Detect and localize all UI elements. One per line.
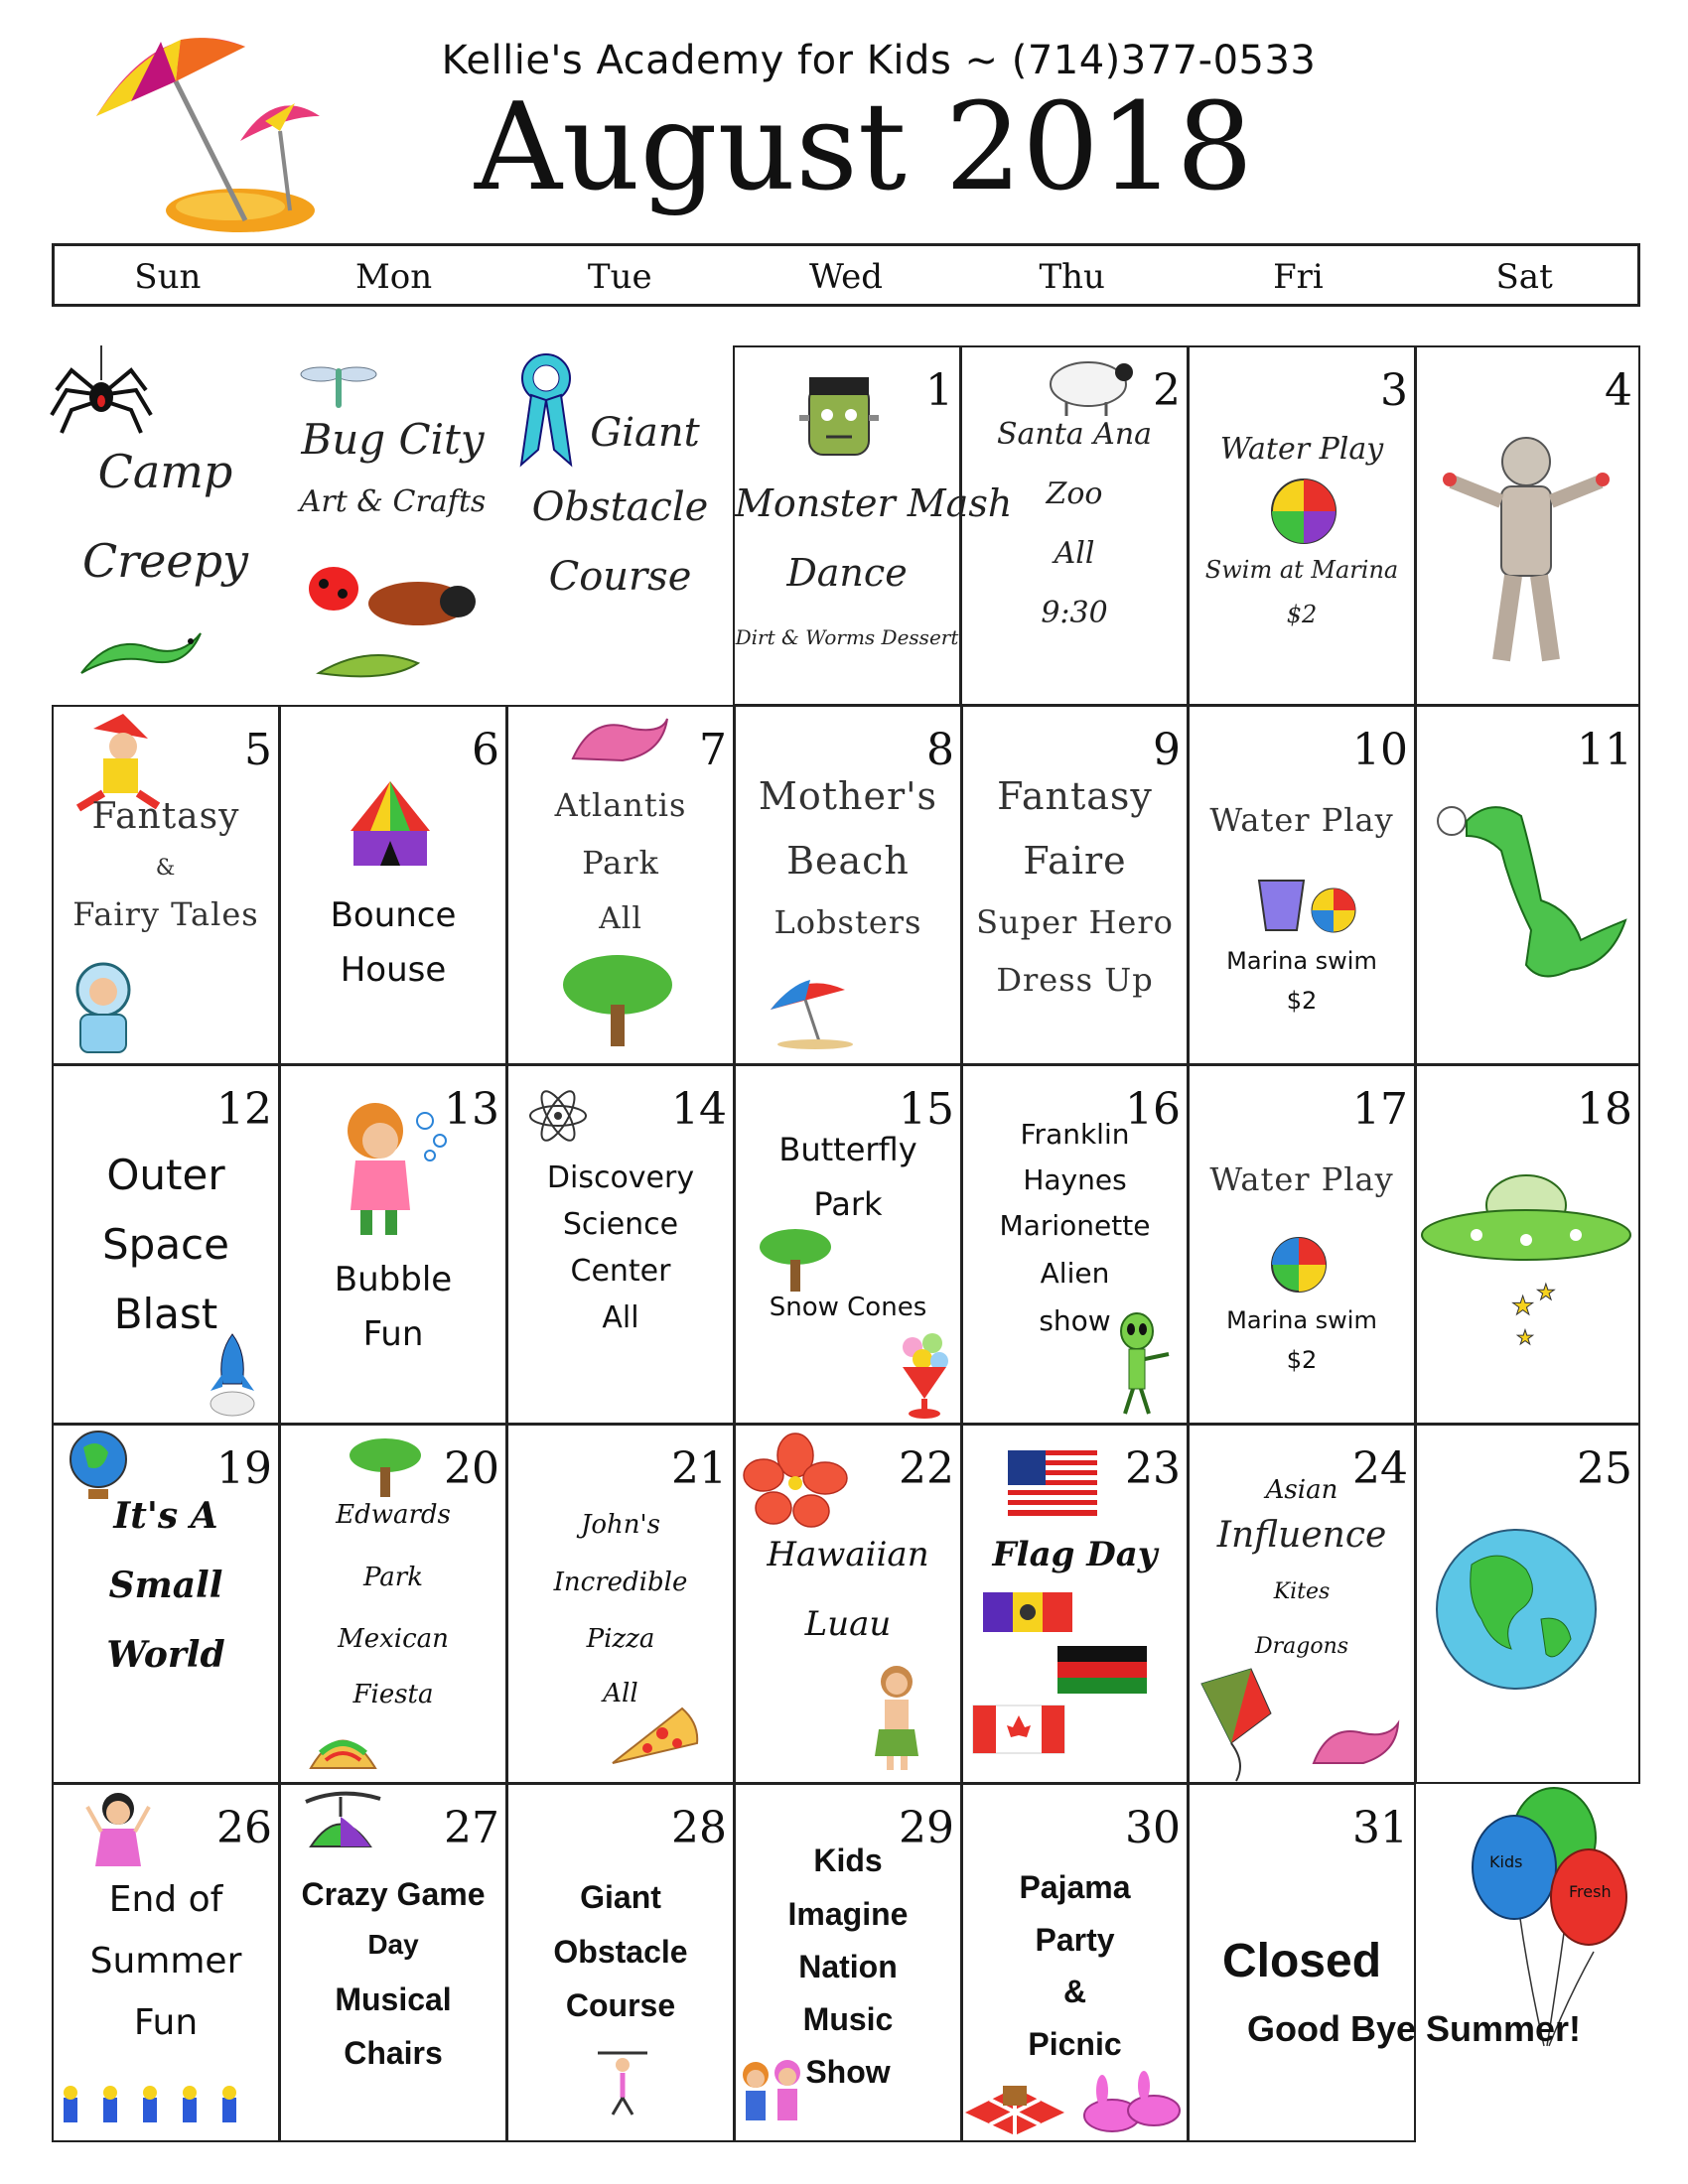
day-number: 18 bbox=[1577, 1084, 1632, 1135]
day-10-line-1: Water Play bbox=[1209, 801, 1394, 839]
day-cell-3 bbox=[1188, 345, 1416, 706]
day-6-line-2: House bbox=[340, 950, 447, 990]
day-23-line-1: Flag Day bbox=[992, 1535, 1158, 1574]
day-20-line-2: Park bbox=[362, 1563, 423, 1592]
day-27-line-2: Day bbox=[367, 1929, 419, 1960]
svg-text:★: ★ bbox=[1516, 1327, 1534, 1349]
day-8-line-1: Mother's bbox=[758, 774, 938, 818]
day-16-line-2: Haynes bbox=[1023, 1163, 1127, 1196]
day-14-line-1: Discovery bbox=[546, 1160, 695, 1195]
pre-tue-line-2: Obstacle bbox=[531, 484, 709, 530]
pre-mon-line-1: Bug City bbox=[301, 415, 485, 464]
day-31-line-1: Closed bbox=[1221, 1935, 1382, 1987]
sand-bucket-icon bbox=[1249, 866, 1358, 935]
day-cell-25 bbox=[1415, 1424, 1640, 1784]
day-number: 11 bbox=[1577, 725, 1632, 775]
day-28-line-1: Giant bbox=[580, 1879, 661, 1915]
day-15-line-3: Snow Cones bbox=[769, 1293, 927, 1322]
day-cell-22 bbox=[734, 1424, 962, 1784]
singers-icon bbox=[736, 2055, 810, 2139]
frankenstein-icon bbox=[794, 367, 884, 462]
hibiscus-icon bbox=[744, 1433, 848, 1528]
day-cell-28 bbox=[506, 1783, 735, 2142]
weekday-thu: Thu bbox=[1039, 257, 1105, 297]
day-number: 26 bbox=[216, 1803, 272, 1853]
sheep-icon bbox=[1047, 352, 1136, 417]
globe-icon bbox=[64, 1428, 133, 1502]
day-21-line-1: John's bbox=[580, 1510, 661, 1540]
day-cell-7 bbox=[506, 705, 735, 1065]
day-cell-20 bbox=[279, 1424, 507, 1784]
day-number: 15 bbox=[899, 1084, 954, 1135]
day-17-line-3: $2 bbox=[1286, 1346, 1318, 1374]
academy-subtitle: Kellie's Academy for Kids ~ (714)377-0533 bbox=[441, 38, 1317, 83]
day-cell-24 bbox=[1188, 1424, 1416, 1784]
day-27-line-3: Musical bbox=[335, 1981, 452, 2017]
day-number: 21 bbox=[671, 1443, 727, 1494]
balloons-cell bbox=[1415, 1783, 1640, 2142]
day-number: 16 bbox=[1125, 1084, 1181, 1135]
day-cell-16 bbox=[961, 1064, 1189, 1425]
day-19-line-2: Small bbox=[108, 1565, 223, 1606]
day-number: 25 bbox=[1577, 1443, 1632, 1494]
day-14-line-4: All bbox=[602, 1300, 639, 1335]
day-16-line-1: Franklin bbox=[1020, 1118, 1130, 1151]
earth-globe-icon bbox=[1432, 1525, 1601, 1694]
day-7-line-3: All bbox=[599, 901, 642, 936]
day-cell-30 bbox=[961, 1783, 1189, 2142]
day-14-line-3: Center bbox=[570, 1254, 671, 1289]
marching-band-icon bbox=[59, 2083, 272, 2132]
day-9-line-4: Dress Up bbox=[996, 961, 1154, 999]
day-24-line-1: Asian bbox=[1265, 1475, 1338, 1505]
day-cell-6 bbox=[279, 705, 507, 1065]
day-number: 4 bbox=[1605, 365, 1632, 416]
pre-mon-line-2: Art & Crafts bbox=[299, 484, 487, 519]
day-21-line-3: Pizza bbox=[586, 1624, 655, 1654]
weekday-tue: Tue bbox=[587, 257, 652, 297]
day-cell-29 bbox=[734, 1783, 962, 2142]
day-16-line-5: show bbox=[1039, 1304, 1111, 1337]
svg-text:★: ★ bbox=[1511, 1291, 1535, 1320]
day-5-line-2: & bbox=[155, 856, 177, 881]
day-number: 10 bbox=[1352, 725, 1408, 775]
day-16-line-4: Alien bbox=[1040, 1257, 1110, 1290]
day-30-line-4: Picnic bbox=[1028, 2026, 1122, 2062]
weekday-mon: Mon bbox=[354, 257, 433, 297]
weekday-wed: Wed bbox=[808, 257, 884, 297]
beach-umbrella-icon bbox=[91, 22, 320, 240]
day-2-line-4: 9:30 bbox=[1041, 596, 1108, 630]
tree-icon bbox=[346, 1435, 425, 1500]
taco-icon bbox=[306, 1718, 380, 1773]
day-number: 29 bbox=[899, 1803, 954, 1853]
day-number: 6 bbox=[472, 725, 499, 775]
pre-cell-tue bbox=[506, 345, 734, 705]
day-cell-4 bbox=[1415, 345, 1640, 706]
day-cell-26 bbox=[52, 1783, 280, 2142]
day-12-line-2: Space bbox=[102, 1220, 229, 1269]
usa-flag-icon bbox=[1008, 1450, 1097, 1516]
day-17-line-2: Marina swim bbox=[1226, 1306, 1377, 1334]
day-cell-18 bbox=[1415, 1064, 1640, 1425]
day-3-line-2: Swim at Marina bbox=[1204, 556, 1399, 584]
day-19-line-3: World bbox=[106, 1634, 225, 1676]
day-1-line-2: Dance bbox=[786, 551, 908, 595]
day-8-line-2: Beach bbox=[786, 839, 910, 883]
day-27-line-4: Chairs bbox=[344, 2035, 443, 2071]
day-cell-17 bbox=[1188, 1064, 1416, 1425]
day-24-line-2: Influence bbox=[1216, 1515, 1387, 1556]
day-29-line-5: Show bbox=[805, 2054, 891, 2090]
day-27-line-1: Crazy Game bbox=[301, 1876, 486, 1912]
dragonfly-icon bbox=[299, 360, 378, 410]
day-9-line-3: Super Hero bbox=[976, 903, 1174, 941]
day-cell-21 bbox=[506, 1424, 735, 1784]
day-19-line-1: It's A bbox=[113, 1495, 218, 1537]
ufo-icon bbox=[1417, 1156, 1635, 1374]
day-cell-10 bbox=[1188, 705, 1416, 1065]
day-cell-14 bbox=[506, 1064, 735, 1425]
day-20-line-3: Mexican bbox=[338, 1624, 449, 1654]
calendar-grid bbox=[52, 345, 1640, 2142]
propeller-hat-icon bbox=[286, 1787, 395, 1866]
day-17-line-1: Water Play bbox=[1209, 1160, 1394, 1198]
day-2-line-1: Santa Ana bbox=[996, 417, 1153, 452]
lizard-icon bbox=[71, 614, 211, 683]
day-1-line-1: Monster Mash bbox=[735, 481, 1013, 525]
day-28-line-2: Obstacle bbox=[553, 1934, 688, 1970]
green-dragon-icon bbox=[1432, 791, 1630, 990]
tree-icon bbox=[558, 950, 677, 1049]
day-cell-2 bbox=[960, 345, 1189, 706]
snow-cone-icon bbox=[895, 1329, 954, 1421]
day-10-line-2: Marina swim bbox=[1226, 947, 1377, 975]
astronaut-icon bbox=[59, 960, 148, 1064]
day-13-line-2: Fun bbox=[362, 1314, 424, 1354]
day-30-line-1: Pajama bbox=[1019, 1869, 1131, 1905]
pre-sun-line-1: Camp bbox=[97, 445, 233, 498]
day-cell-9 bbox=[961, 705, 1189, 1065]
day-24-line-3: Kites bbox=[1273, 1579, 1331, 1604]
day-number: 9 bbox=[1153, 725, 1181, 775]
day-7-line-2: Park bbox=[582, 844, 659, 882]
day-21-line-2: Incredible bbox=[553, 1568, 688, 1597]
pre-tue-line-1: Giant bbox=[590, 410, 700, 456]
bounce-house-icon bbox=[346, 776, 435, 871]
kite-icon bbox=[1192, 1664, 1301, 1783]
flag-icon bbox=[1057, 1646, 1147, 1694]
day-number: 17 bbox=[1352, 1084, 1408, 1135]
pink-dragon-icon bbox=[1309, 1708, 1403, 1773]
day-1-line-3: Dirt & Worms Dessert bbox=[735, 625, 959, 649]
day-cell-27 bbox=[279, 1783, 507, 2142]
day-6-line-1: Bounce bbox=[330, 895, 457, 935]
day-7-line-1: Atlantis bbox=[554, 786, 687, 824]
balloon-text-kids: Kids bbox=[1489, 1852, 1523, 1871]
jester-icon bbox=[54, 709, 173, 808]
day-20-line-1: Edwards bbox=[336, 1500, 451, 1530]
day-number: 2 bbox=[1153, 365, 1181, 416]
day-20-line-4: Fiesta bbox=[352, 1680, 434, 1709]
day-29-line-3: Nation bbox=[798, 1949, 898, 1984]
weekday-fri: Fri bbox=[1273, 257, 1324, 297]
calendar-title: August 2018 bbox=[474, 76, 1254, 217]
day-3-line-3: $2 bbox=[1286, 601, 1318, 628]
weekday-sun: Sun bbox=[134, 257, 202, 297]
svg-text:★: ★ bbox=[1536, 1280, 1556, 1304]
day-number: 5 bbox=[244, 725, 272, 775]
day-13-line-1: Bubble bbox=[334, 1260, 453, 1299]
rocket-icon bbox=[203, 1329, 262, 1419]
weekday-header bbox=[52, 243, 1640, 307]
day-cell-1 bbox=[733, 345, 1013, 706]
day-number: 13 bbox=[444, 1084, 499, 1135]
day-number: 14 bbox=[671, 1084, 727, 1135]
day-29-line-4: Music bbox=[802, 2001, 894, 2037]
day-number: 3 bbox=[1380, 365, 1408, 416]
day-24-line-4: Dragons bbox=[1254, 1634, 1349, 1659]
day-number: 31 bbox=[1352, 1803, 1408, 1853]
day-26-line-2: Summer bbox=[89, 1941, 242, 1981]
day-cell-31 bbox=[1188, 1783, 1416, 2142]
beach-umbrella-icon bbox=[766, 970, 855, 1049]
day-number: 23 bbox=[1125, 1443, 1181, 1494]
day-cell-12 bbox=[52, 1064, 280, 1425]
pre-tue-line-3: Course bbox=[548, 554, 692, 600]
hula-girl-icon bbox=[865, 1662, 929, 1771]
day-14-line-2: Science bbox=[562, 1207, 679, 1242]
pink-dragon-icon bbox=[563, 709, 672, 768]
day-number: 1 bbox=[925, 365, 953, 416]
pizza-icon bbox=[608, 1704, 702, 1768]
day-28-line-3: Course bbox=[565, 1987, 676, 2023]
bubble-girl-icon bbox=[336, 1091, 455, 1240]
weekday-sat: Sat bbox=[1495, 257, 1553, 297]
day-cell-19 bbox=[52, 1424, 280, 1784]
day-number: 12 bbox=[216, 1084, 272, 1135]
day-number: 7 bbox=[699, 725, 727, 775]
day-cell-11 bbox=[1415, 705, 1640, 1065]
picnic-icon bbox=[965, 2068, 1064, 2137]
day-cell-23 bbox=[961, 1424, 1189, 1784]
bunny-slippers-icon bbox=[1082, 2071, 1182, 2135]
day-cell-15 bbox=[734, 1064, 962, 1425]
day-21-line-4: All bbox=[603, 1679, 638, 1708]
day-22-line-2: Luau bbox=[804, 1604, 892, 1644]
day-5-line-3: Fairy Tales bbox=[72, 895, 259, 933]
day-5-line-1: Fantasy bbox=[91, 796, 240, 837]
farewell-text: Good Bye Summer! bbox=[1246, 2008, 1582, 2049]
day-2-line-2: Zoo bbox=[1046, 477, 1103, 511]
girl-icon bbox=[83, 1787, 153, 1876]
atom-icon bbox=[528, 1086, 588, 1146]
day-number: 8 bbox=[926, 725, 954, 775]
day-22-line-1: Hawaiian bbox=[767, 1535, 929, 1574]
pre-cell-sun bbox=[52, 345, 279, 705]
tree-icon bbox=[756, 1225, 835, 1295]
alien-icon bbox=[1107, 1309, 1177, 1419]
day-number: 27 bbox=[444, 1803, 499, 1853]
mummy-icon bbox=[1442, 432, 1611, 670]
day-26-line-3: Fun bbox=[133, 2002, 199, 2043]
day-29-line-2: Imagine bbox=[787, 1896, 909, 1932]
day-29-line-1: Kids bbox=[813, 1843, 883, 1878]
day-2-line-3: All bbox=[1054, 536, 1095, 571]
day-9-line-1: Fantasy bbox=[997, 774, 1153, 818]
pre-sun-line-2: Creepy bbox=[81, 534, 249, 588]
day-8-line-3: Lobsters bbox=[774, 903, 922, 941]
day-30-line-3: & bbox=[1062, 1974, 1087, 2009]
day-number: 20 bbox=[444, 1443, 499, 1494]
balloon-text-fresh: Fresh bbox=[1569, 1882, 1612, 1901]
day-15-line-1: Butterfly bbox=[778, 1131, 917, 1168]
spider-icon bbox=[52, 345, 151, 435]
day-number: 30 bbox=[1125, 1803, 1181, 1853]
day-30-line-2: Party bbox=[1035, 1922, 1115, 1958]
canada-flag-icon bbox=[973, 1706, 1064, 1753]
day-cell-13 bbox=[279, 1064, 507, 1425]
pre-cell-mon bbox=[279, 345, 506, 705]
day-16-line-3: Marionette bbox=[999, 1209, 1151, 1242]
beach-ball-icon bbox=[1269, 477, 1338, 546]
day-15-line-2: Park bbox=[813, 1185, 883, 1223]
gymnast-icon bbox=[598, 2043, 647, 2117]
day-12-line-3: Blast bbox=[113, 1290, 218, 1338]
day-10-line-3: $2 bbox=[1286, 987, 1318, 1015]
beach-ball-icon bbox=[1264, 1235, 1334, 1295]
day-3-line-1: Water Play bbox=[1219, 432, 1384, 467]
day-cell-8 bbox=[734, 705, 962, 1065]
day-number: 28 bbox=[671, 1803, 727, 1853]
day-cell-5 bbox=[52, 705, 280, 1065]
bugs-icon bbox=[299, 554, 488, 693]
day-26-line-1: End of bbox=[108, 1879, 223, 1920]
flag-icon bbox=[983, 1592, 1072, 1632]
day-number: 19 bbox=[216, 1443, 272, 1494]
day-number: 22 bbox=[899, 1443, 954, 1494]
day-12-line-1: Outer bbox=[106, 1151, 225, 1199]
day-9-line-2: Faire bbox=[1023, 839, 1127, 883]
day-number: 24 bbox=[1352, 1443, 1408, 1494]
